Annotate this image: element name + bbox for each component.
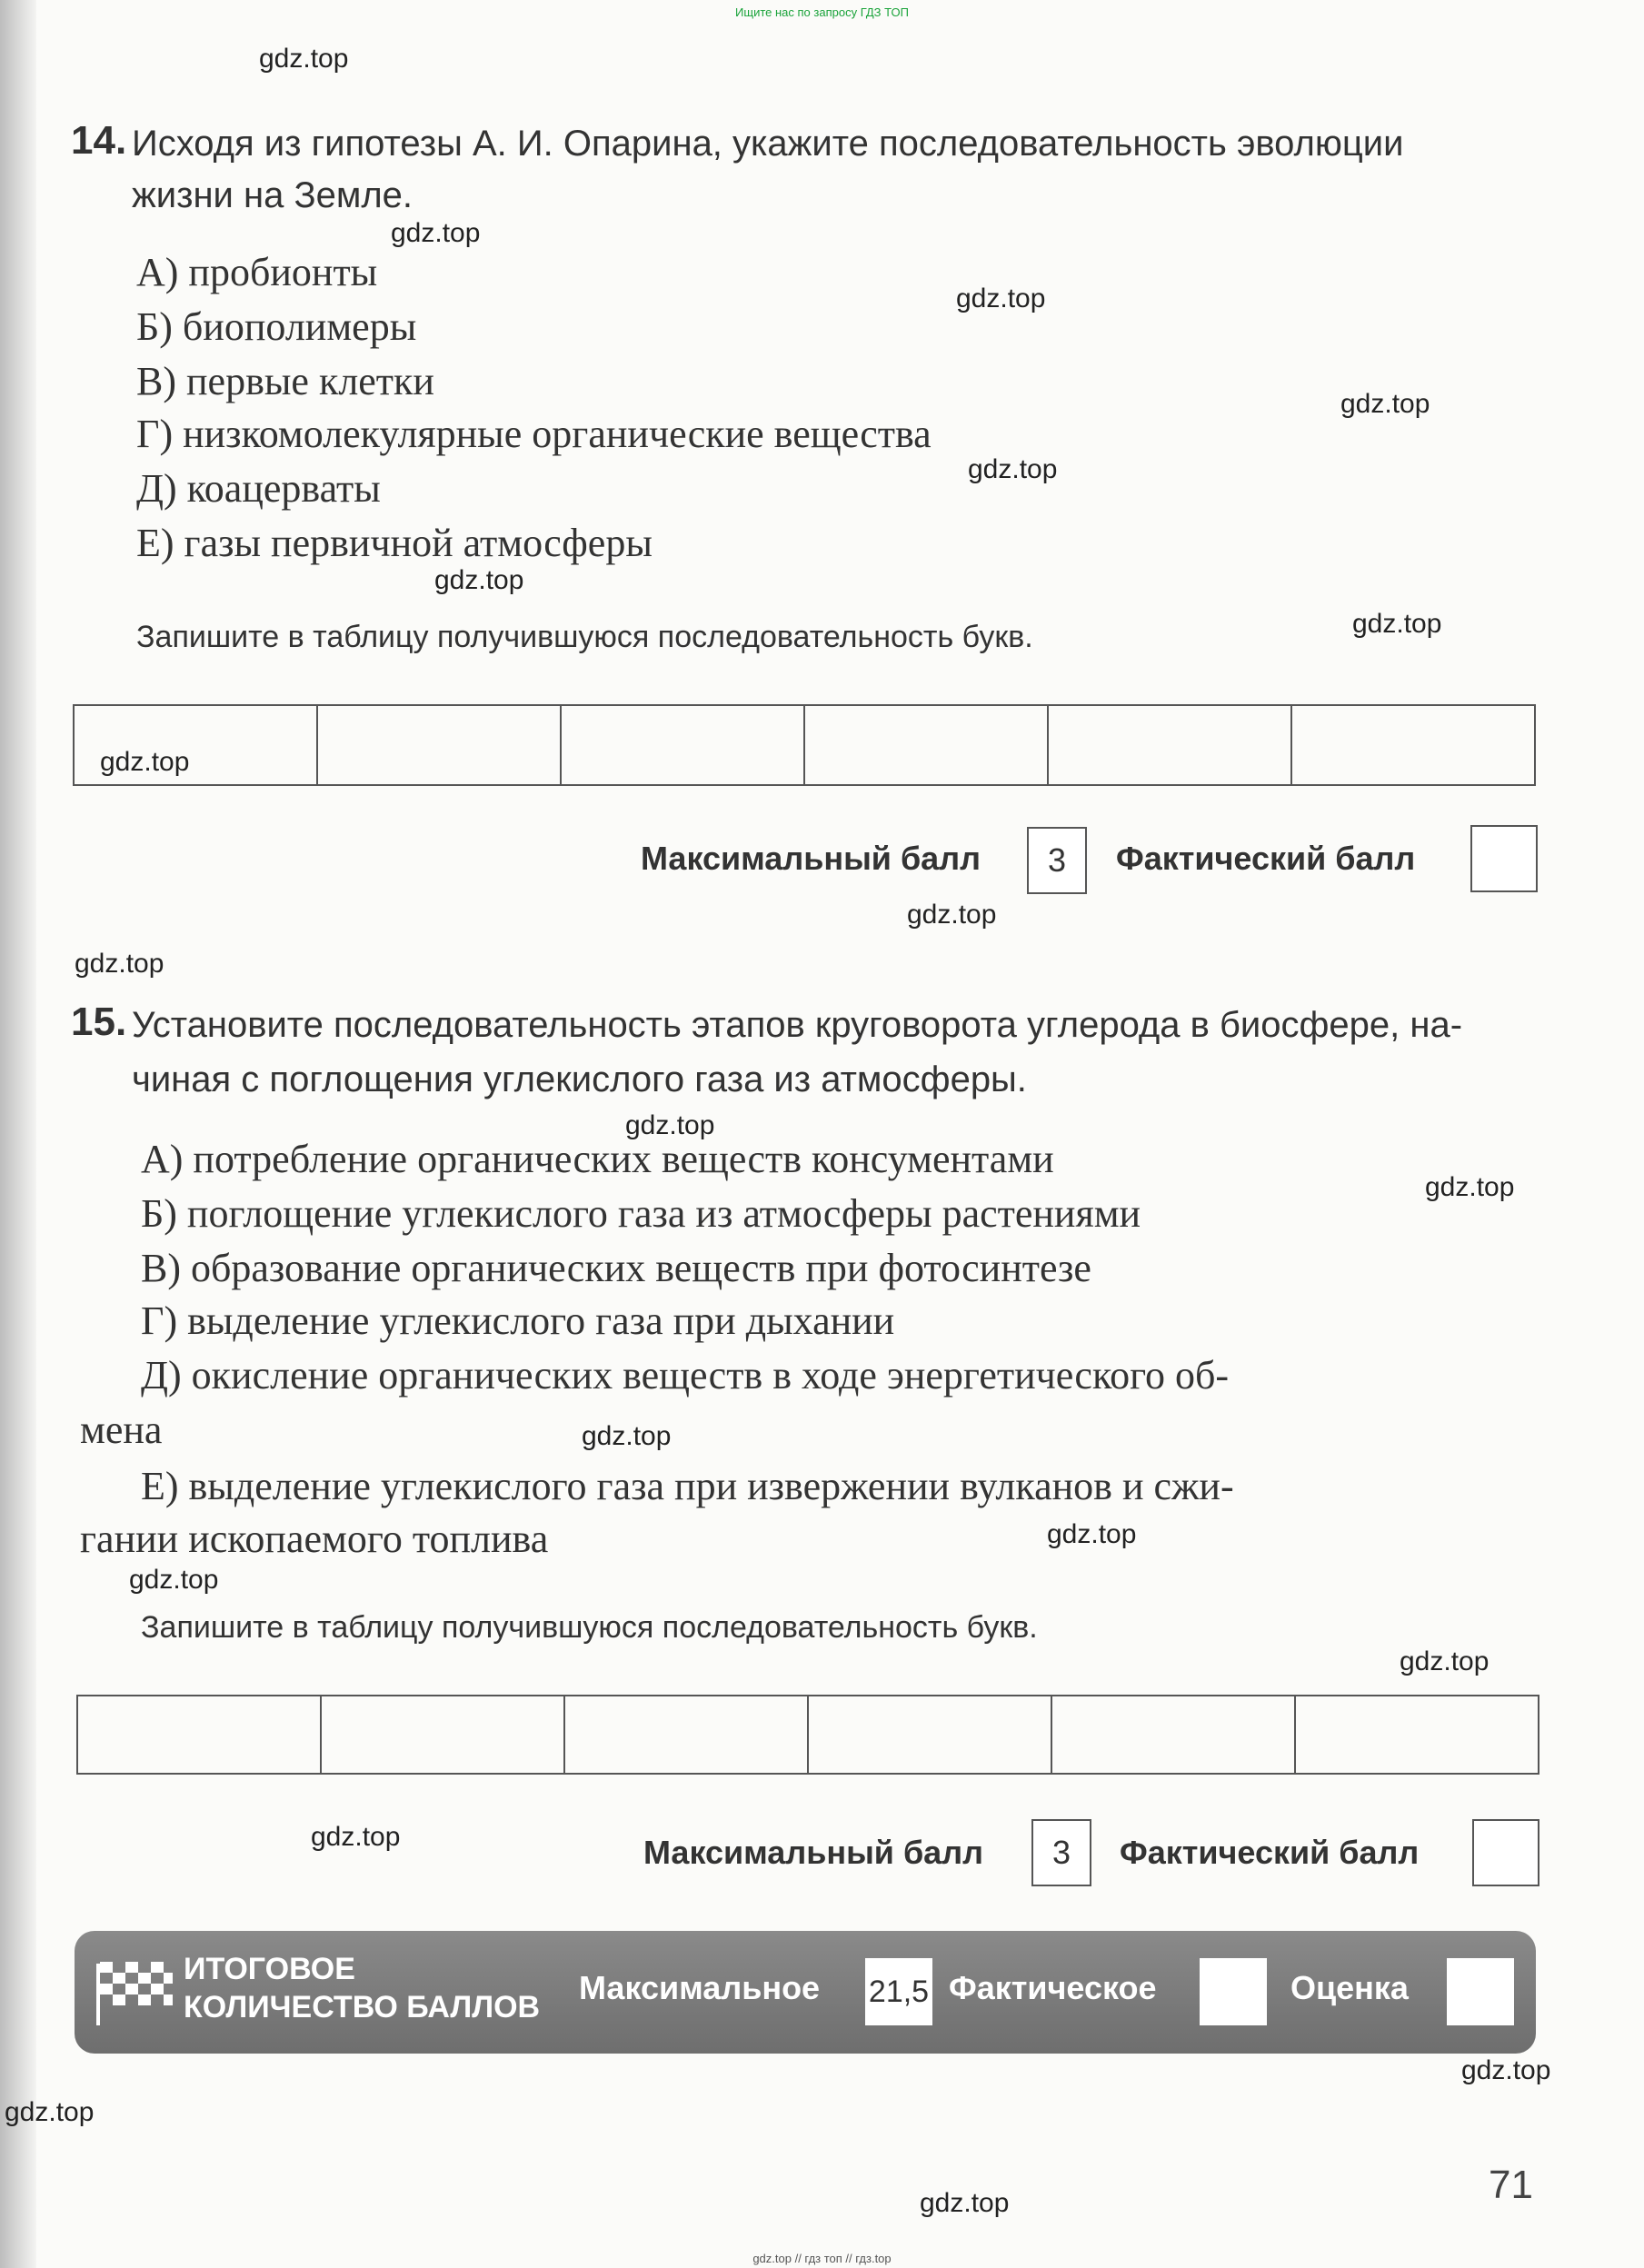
- q15-actual-box[interactable]: [1472, 1819, 1539, 1886]
- answer-cell[interactable]: [804, 705, 1048, 785]
- total-title-line2: КОЛИЧЕСТВО БАЛЛОВ: [184, 1990, 541, 2024]
- q14-option-a: А) пробионты: [136, 250, 378, 294]
- q14-option-b: Б) биополимеры: [136, 304, 417, 349]
- watermark: gdz.top: [956, 284, 1046, 313]
- watermark: gdz.top: [75, 949, 164, 979]
- total-max-label: Максимальное: [579, 1969, 821, 2006]
- watermark: gdz.top: [1340, 389, 1430, 419]
- watermark: gdz.top: [1461, 2055, 1551, 2085]
- checkered-flag-icon: [93, 1955, 174, 2027]
- q15-option-d: Д) окисление органических веществ в ходе энергетического об-: [141, 1353, 1230, 1398]
- q14-text-line2: жизни на Земле.: [132, 175, 413, 215]
- total-max-value: 21,5: [868, 1975, 930, 2009]
- watermark: gdz.top: [129, 1565, 219, 1595]
- answer-cell[interactable]: [1048, 705, 1291, 785]
- q15-option-v: В) образование органических веществ при фотосинтезе: [141, 1246, 1091, 1290]
- q14-number: 14.: [71, 118, 127, 163]
- q14-instruction: Запишите в таблицу получившуюся последовательность букв.: [136, 620, 1033, 654]
- q14-option-v: В) первые клетки: [136, 359, 434, 403]
- watermark: gdz.top: [582, 1421, 672, 1451]
- q15-number: 15.: [71, 1000, 127, 1044]
- answer-cell[interactable]: [1291, 705, 1535, 785]
- q15-option-a: А) потребление органических веществ консументами: [141, 1137, 1054, 1181]
- q15-instruction: Запишите в таблицу получившуюся последовательность букв.: [141, 1610, 1038, 1645]
- watermark: gdz.top: [968, 454, 1058, 484]
- q15-max-value: 3: [1051, 1834, 1071, 1871]
- watermark: gdz.top: [100, 747, 190, 777]
- total-grade-box[interactable]: [1447, 1958, 1514, 2025]
- watermark: gdz.top: [907, 900, 997, 930]
- answer-cell[interactable]: [808, 1696, 1051, 1774]
- answer-cell[interactable]: [564, 1696, 808, 1774]
- q14-option-d: Д) коацерваты: [136, 466, 381, 511]
- page-number: 71: [1489, 2163, 1533, 2207]
- q15-max-box: [1031, 1819, 1091, 1886]
- answer-cell[interactable]: [74, 705, 317, 785]
- bottom-note: gdz.top // гдз топ // гдз.top: [752, 2252, 892, 2265]
- q15-max-label: Максимальный балл: [643, 1834, 983, 1871]
- watermark: gdz.top: [311, 1822, 401, 1852]
- answer-cell[interactable]: [1295, 1696, 1539, 1774]
- answer-cell[interactable]: [1051, 1696, 1295, 1774]
- watermark: gdz.top: [1047, 1519, 1137, 1549]
- watermark: gdz.top: [434, 565, 524, 595]
- watermark: gdz.top: [1352, 609, 1442, 639]
- q15-option-e-cont: гании ископаемого топлива: [80, 1517, 549, 1561]
- answer-cell[interactable]: [561, 705, 804, 785]
- watermark: gdz.top: [259, 44, 349, 74]
- q14-max-box: [1027, 827, 1087, 894]
- q14-option-g: Г) низкомолекулярные органические вещества: [136, 412, 932, 456]
- total-actual-box[interactable]: [1200, 1958, 1267, 2025]
- q15-option-g: Г) выделение углекислого газа при дыхании: [141, 1298, 895, 1343]
- answer-cell[interactable]: [321, 1696, 564, 1774]
- total-grade-label: Оценка: [1290, 1969, 1409, 2006]
- q14-max-label: Максимальный балл: [641, 840, 981, 877]
- q15-option-b: Б) поглощение углекислого газа из атмосферы растениями: [141, 1191, 1141, 1236]
- watermark: gdz.top: [1400, 1646, 1490, 1676]
- q15-text-line1: Установите последовательность этапов круговорота углерода в биосфере, на-: [132, 1005, 1463, 1045]
- q15-option-e: Е) выделение углекислого газа при извержении вулканов и сжи-: [141, 1464, 1234, 1508]
- total-actual-label: Фактическое: [949, 1969, 1157, 2006]
- q15-text-line2: чиная с поглощения углекислого газа из атмосферы.: [132, 1059, 1027, 1099]
- q15-answer-table: [76, 1695, 1539, 1775]
- q15-actual-label: Фактический балл: [1120, 1834, 1420, 1871]
- total-title-line1: ИТОГОВОЕ: [184, 1952, 355, 1986]
- answer-cell[interactable]: [317, 705, 561, 785]
- q14-max-value: 3: [1047, 841, 1067, 879]
- top-note: Ищите нас по запросу ГДЗ ТОП: [735, 5, 909, 19]
- q14-actual-box[interactable]: [1470, 825, 1538, 892]
- total-score-banner: [75, 1931, 1536, 2054]
- total-max-box: [865, 1958, 932, 2025]
- q14-option-e: Е) газы первичной атмосферы: [136, 521, 653, 565]
- page-shadow: [0, 0, 36, 2268]
- answer-cell[interactable]: [77, 1696, 321, 1774]
- q14-answer-table: [73, 704, 1536, 786]
- q15-option-d-cont: мена: [80, 1408, 163, 1452]
- watermark: gdz.top: [391, 218, 481, 248]
- watermark: gdz.top: [625, 1110, 715, 1140]
- watermark: gdz.top: [5, 2097, 95, 2127]
- q14-actual-label: Фактический балл: [1116, 840, 1416, 877]
- watermark: gdz.top: [1425, 1172, 1515, 1202]
- watermark: gdz.top: [920, 2188, 1010, 2218]
- q14-text-line1: Исходя из гипотезы А. И. Опарина, укажите последовательность эволюции: [132, 124, 1404, 164]
